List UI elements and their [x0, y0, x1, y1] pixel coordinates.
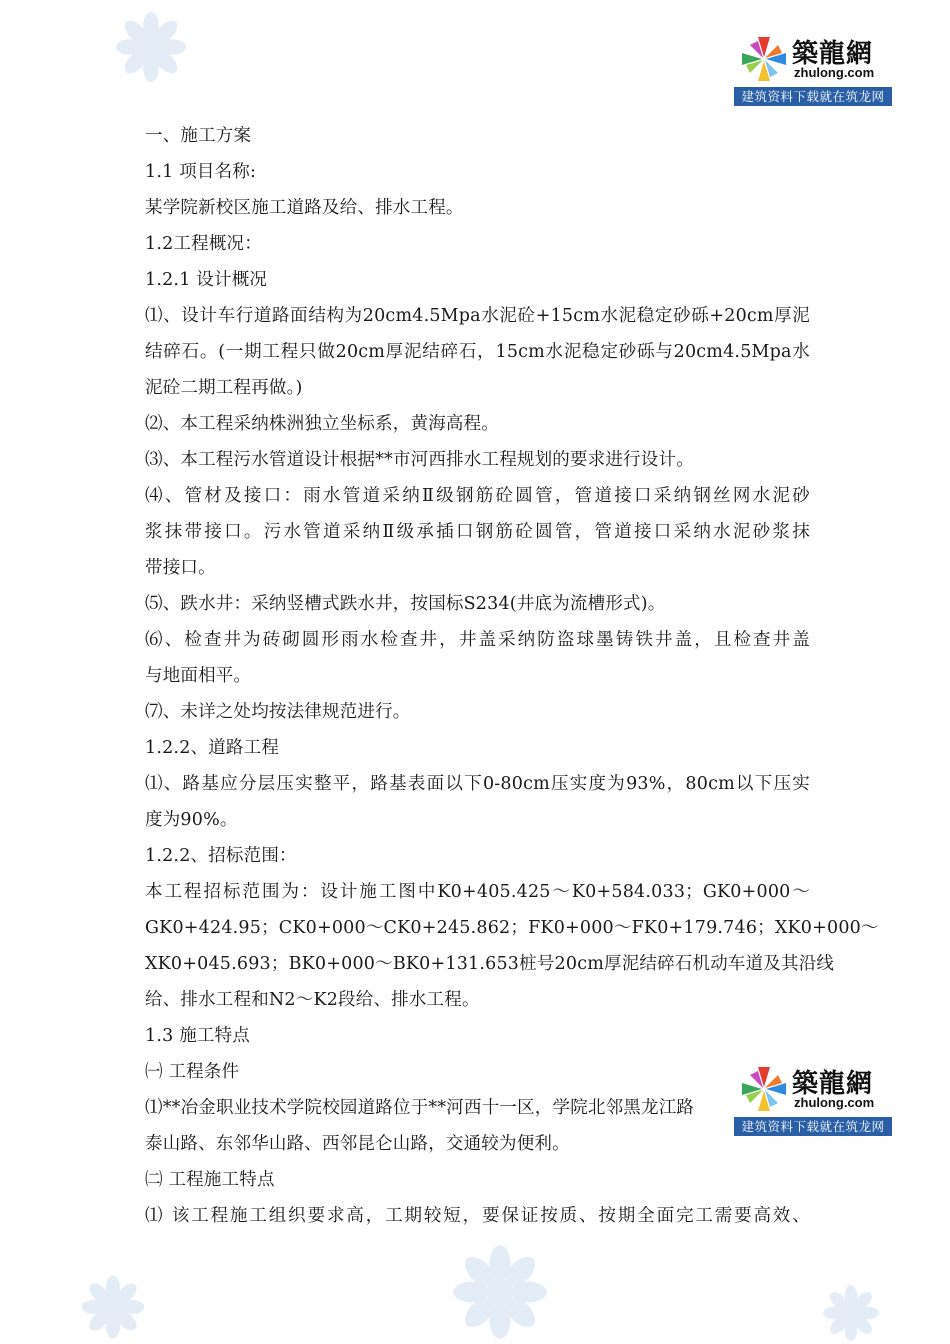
paragraph-line: 结碎石。(一期工程只做20cm厚泥结碎石，15cm水泥稳定砂砾与20cm4.5Mpa水 [145, 342, 810, 362]
logo-slogan: 建筑资料下载就在筑龙网 [734, 87, 892, 106]
subheading: 1.2.2、道路工程 [145, 738, 280, 758]
subheading: 1.2工程概况： [145, 234, 262, 254]
paragraph-line: ⑺、未详之处均按法律规范进行。 [145, 702, 411, 722]
paragraph-line: ⑴、路基应分层压实整平，路基表面以下0-80cm压实度为93%，80cm以下压实 [145, 774, 810, 794]
paragraph-line: 某学院新校区施工道路及给、排水工程。 [145, 198, 464, 218]
logo-domain: zhulong.com [794, 65, 875, 80]
subheading: 1.2.2、招标范围： [145, 846, 297, 866]
logo-pinwheel-icon [738, 33, 790, 85]
paragraph-line: 泥砼二期工程再做。) [145, 378, 303, 398]
paragraph-line: 给、排水工程和N2～K2段给、排水工程。 [145, 990, 480, 1010]
paragraph-line: ⑴、设计车行道路面结构为20cm4.5Mpa水泥砼+15cm水泥稳定砂砾+20cm厚泥 [145, 306, 810, 326]
snowflake-watermark-bottom-right [820, 1282, 882, 1344]
paragraph-line: ⑷、管材及接口：雨水管道采纳Ⅱ级钢筋砼圆管，管道接口采纳钢丝网水泥砂 [145, 486, 810, 506]
paragraph-line: 度为90%。 [145, 810, 238, 830]
paragraph-line: GK0+424.95；CK0+000～CK0+245.862；FK0+000～FK0+179.746；XK0+000～ [145, 918, 879, 938]
paragraph-line: ⑹、检查井为砖砌圆形雨水检查井，井盖采纳防盗球墨铸铁井盖，且检查井盖 [145, 630, 810, 650]
logo-name: 築龍網 [792, 39, 874, 69]
zhulong-logo-middle[interactable] [734, 1061, 892, 1137]
paragraph-line: XK0+045.693；BK0+000～BK0+131.653桩号20cm厚泥结碎石机动车道及其沿线 [145, 954, 835, 974]
paragraph-line: 泰山路、东邻华山路、西邻昆仑山路，交通较为便利。 [145, 1134, 570, 1154]
paragraph-line: ⑴**冶金职业技术学院校园道路位于**河西十一区，学院北邻黑龙江路 [145, 1098, 695, 1118]
paragraph-line: 带接口。 [145, 558, 216, 578]
paragraph-line: ⑵、本工程采纳株洲独立坐标系，黄海高程。 [145, 414, 499, 434]
logo-domain: zhulong.com [794, 1095, 875, 1110]
paragraph-line: 浆抹带接口。污水管道采纳Ⅱ级承插口钢筋砼圆管，管道接口采纳水泥砂浆抹 [145, 522, 810, 542]
paragraph-line: ⑴ 该工程施工组织要求高，工期较短，要保证按质、按期全面完工需要高效、 [145, 1206, 810, 1226]
paragraph-line: ⑸、跌水井：采纳竖槽式跌水井，按国标S234(井底为流槽形式)。 [145, 594, 666, 614]
logo-pinwheel-icon [738, 1063, 790, 1115]
snowflake-watermark-bottom-center [448, 1240, 552, 1344]
paragraph-line: ⑶、本工程污水管道设计根据**市河西排水工程规划的要求进行设计。 [145, 450, 694, 470]
subheading: 1.3 施工特点 [145, 1026, 250, 1046]
subheading: ㈡ 工程施工特点 [145, 1170, 275, 1190]
subheading: 1.1 项目名称: [145, 162, 257, 182]
subheading: 1.2.1 设计概况 [145, 270, 268, 290]
snowflake-watermark-bottom-left [78, 1272, 148, 1342]
subheading: ㈠ 工程条件 [145, 1062, 240, 1082]
logo-name: 築龍網 [792, 1069, 874, 1099]
zhulong-logo-top[interactable] [734, 31, 892, 107]
logo-slogan: 建筑资料下载就在筑龙网 [734, 1117, 892, 1136]
paragraph-line: 本工程招标范围为：设计施工图中K0+405.425～K0+584.033；GK0+000～ [145, 882, 810, 902]
snowflake-watermark-top-left [112, 8, 190, 86]
section-heading: 一、施工方案 [145, 126, 252, 146]
paragraph-line: 与地面相平。 [145, 666, 252, 686]
